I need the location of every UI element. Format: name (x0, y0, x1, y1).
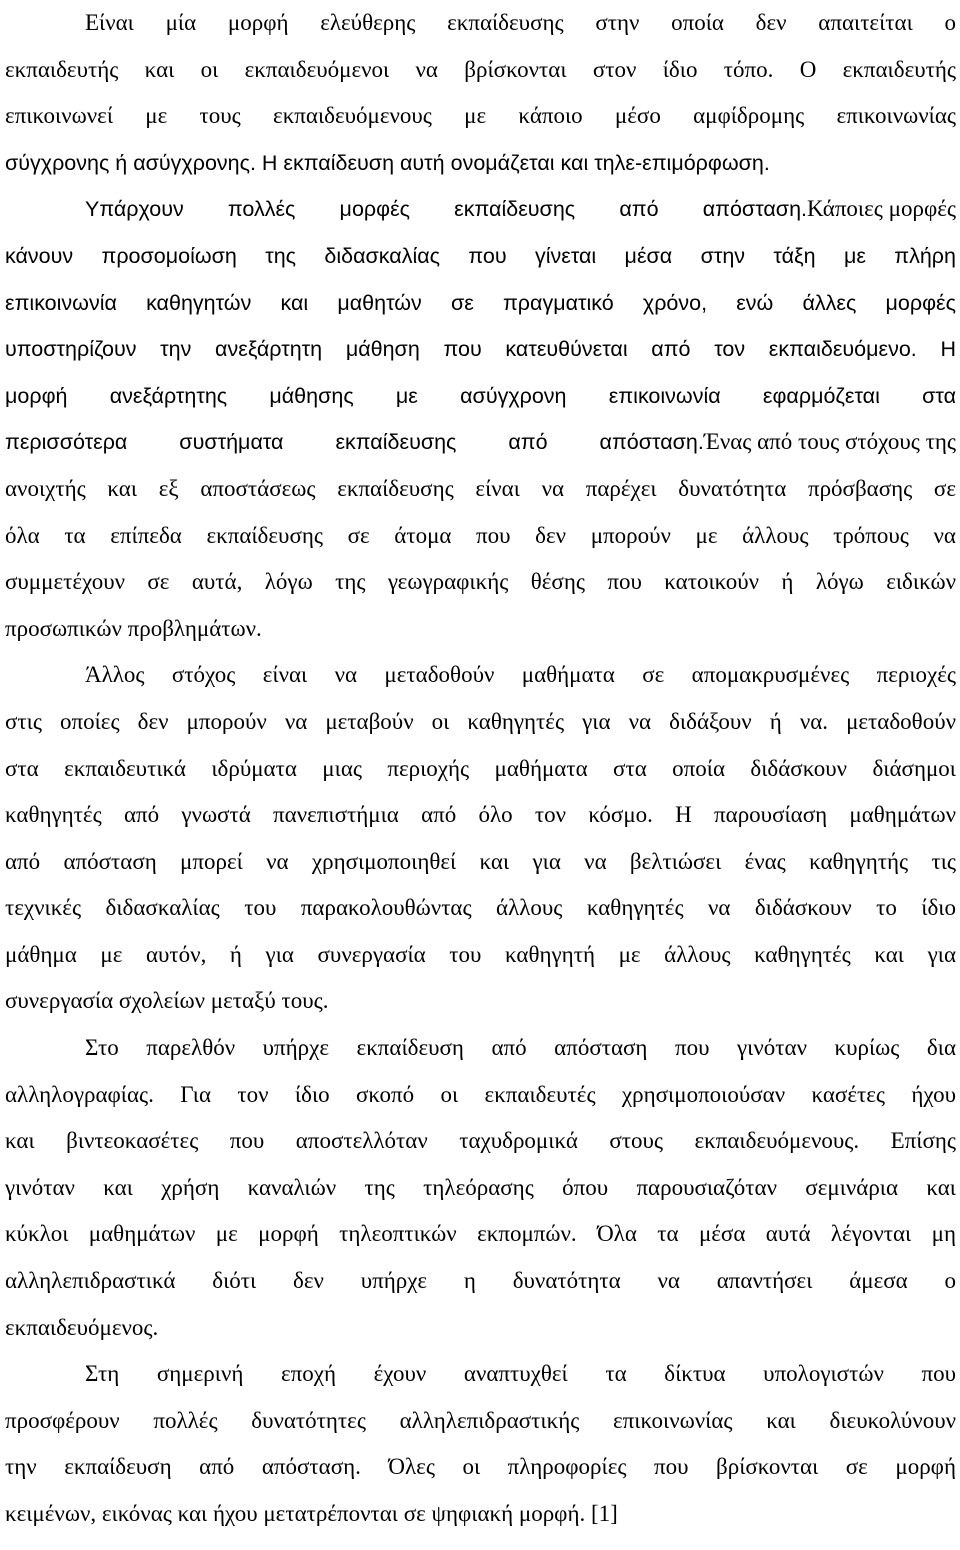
text-line: Άλλος στόχος είναι να μεταδοθούν μαθήματα σε απομακρυσμένες περιοχές (85, 662, 956, 688)
text-line: σύγχρονης ή ασύγχρονης. Η εκπαίδευση αυτή ονομάζεται και τηλε-επιμόρφωση. (5, 150, 770, 175)
text-line: συμμετέχουν σε αυτά, λόγω της γεωγραφικής θέσης που κατοικούν ή λόγω ειδικών (5, 569, 956, 595)
text-line: αλληλεπιδραστικά διότι δεν υπήρχε η δυνατότητα να απαντήσει άμεσα ο (5, 1268, 956, 1294)
text-line: συνεργασία σχολείων μεταξύ τους. (5, 988, 329, 1014)
text-line: κάνουν προσομοίωση της διδασκαλίας που γίνεται μέσα στην τάξη με πλήρη (5, 243, 956, 268)
text-line: καθηγητές από γνωστά πανεπιστήμια από όλο τον κόσμο. Η παρουσίαση μαθημάτων (5, 802, 956, 828)
text-line: προσωπικών προβλημάτων. (5, 615, 262, 641)
text-line: Στη σημερινή εποχή έχουν αναπτυχθεί τα δίκτυα υπολογιστών που (85, 1361, 956, 1387)
text-line: τεχνικές διδασκαλίας του παρακολουθώντας άλλους καθηγητές να διδάσκουν το ίδιο (5, 895, 956, 921)
text-line: κύκλοι μαθημάτων με μορφή τηλεοπτικών εκπομπών. Όλα τα μέσα αυτά λέγονται μη (5, 1221, 956, 1247)
paragraph-2 (5, 652, 956, 1025)
text-line: όλα τα επίπεδα εκπαίδευσης σε άτομα που δεν μπορούν με άλλους τρόπους να (5, 522, 956, 548)
text-line: Στο παρελθόν υπήρχε εκπαίδευση από απόσταση που γινόταν κυρίως δια (85, 1035, 956, 1061)
sentence-segment: Ένας από τους στόχους της (703, 429, 956, 455)
text-line: στις οποίες δεν μπορούν να μεταβούν οι καθηγητές για να διδάξουν ή να. μεταδοθούν (5, 708, 956, 734)
text-line-mixed (5, 419, 956, 466)
sentence-segment: περισσότερα συστήματα εκπαίδευσης από απόσταση. (5, 430, 704, 455)
text-line: μορφή ανεξάρτητης μάθησης με ασύγχρονη επικοινωνία εφαρμόζεται στα (5, 383, 956, 408)
text-line: από απόσταση μπορεί να χρησιμοποιηθεί και για να βελτιώσει ένας καθηγητής τις (5, 848, 956, 874)
text-line: κειμένων, εικόνας και ήχου μετατρέπονται σε ψηφιακή μορφή. [1] (5, 1501, 618, 1526)
text-line: επικοινωνεί με τους εκπαιδευόμενους με κάποιο μέσο αμφίδρομης επικοινωνίας (5, 103, 956, 129)
text-line: αλληλογραφίας. Για τον ίδιο σκοπό οι εκπαιδευτές χρησιμοποιούσαν κασέτες ήχου (5, 1081, 956, 1107)
text-line: γινόταν και χρήση καναλιών της τηλεόρασης όπου παρουσιαζόταν σεμινάρια και (5, 1174, 956, 1200)
text-line: Είναι μία μορφή ελεύθερης εκπαίδευσης στην οποία δεν απαιτείται ο (85, 10, 956, 35)
paragraph-1 (5, 0, 956, 652)
text-line: επικοινωνία καθηγητών και μαθητών σε πραγματικό χρόνο, ενώ άλλες μορφές (5, 290, 956, 315)
text-line: την εκπαίδευση από απόσταση. Όλες οι πληροφορίες που βρίσκονται σε μορφή (5, 1454, 956, 1480)
paragraph-3 (5, 1025, 956, 1351)
paragraph-4 (5, 1351, 956, 1537)
text-line: και βιντεοκασέτες που αποστελλόταν ταχυδρομικά στους εκπαιδευόμενους. Επίσης (5, 1128, 956, 1154)
sentence-segment: Υπάρχουν πολλές μορφές εκπαίδευσης από απόσταση. (85, 197, 808, 222)
text-line-mixed (5, 186, 956, 233)
document-body (5, 0, 956, 1538)
text-line: μάθημα με αυτόν, ή για συνεργασία του καθηγητή με άλλους καθηγητές και για (5, 941, 956, 967)
text-line: εκπαιδευτής και οι εκπαιδευόμενοι να βρίσκονται στον ίδιο τόπο. Ο εκπαιδευτής (5, 56, 956, 82)
sentence-segment: Κάποιες μορφές (807, 196, 956, 222)
text-line: εκπαιδευόμενος. (5, 1314, 159, 1340)
text-line: προσφέρουν πολλές δυνατότητες αλληλεπιδραστικής επικοινωνίας και διευκολύνουν (5, 1407, 956, 1433)
text-line: στα εκπαιδευτικά ιδρύματα μιας περιοχής μαθήματα στα οποία διδάσκουν διάσημοι (5, 755, 956, 781)
text-line: ανοιχτής και εξ αποστάσεως εκπαίδευσης είναι να παρέχει δυνατότητα πρόσβασης σε (5, 475, 956, 501)
text-line: υποστηρίζουν την ανεξάρτητη μάθηση που κατευθύνεται από τον εκπαιδευόμενο. Η (5, 337, 956, 362)
